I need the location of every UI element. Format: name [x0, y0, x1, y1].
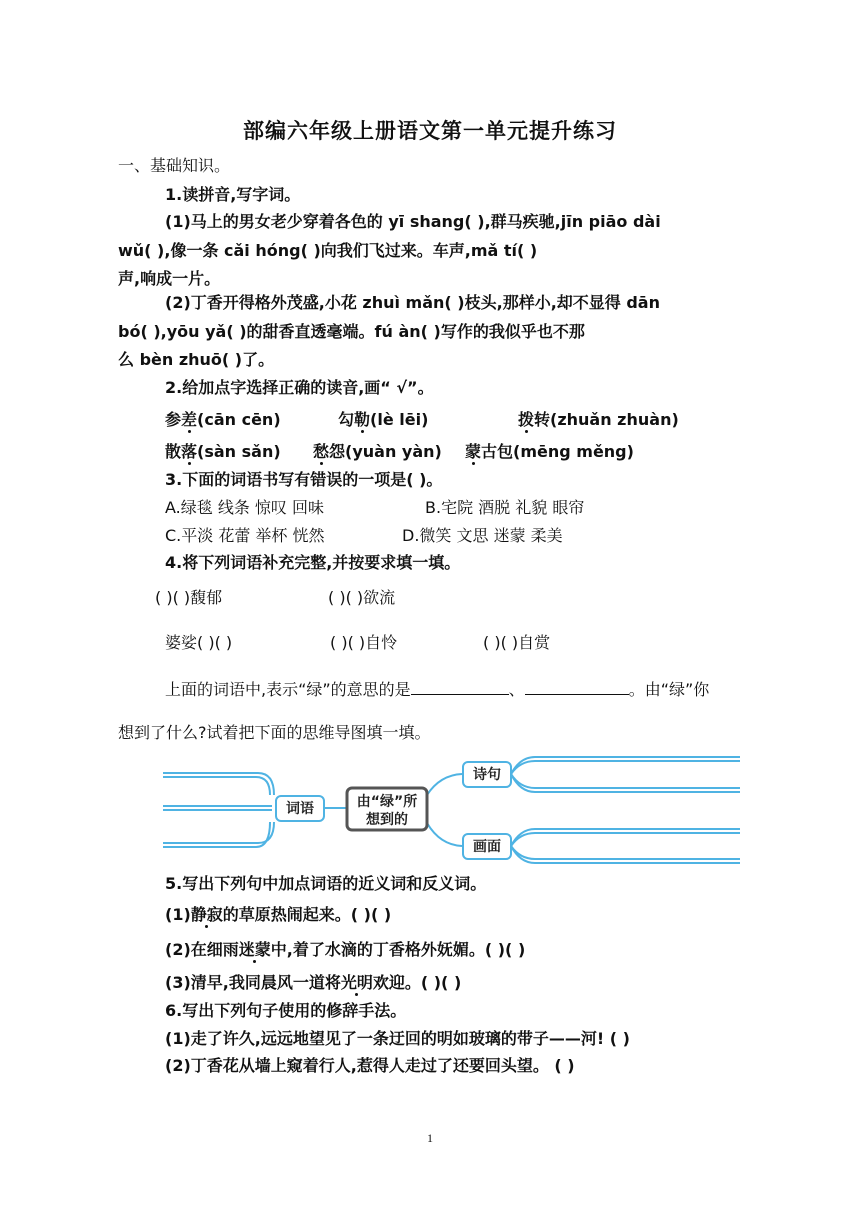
dotted-char: 蒙: [465, 442, 482, 461]
page-title: 部编六年级上册语文第一单元提升练习: [243, 119, 617, 143]
pinyin-item: 散落(sàn sǎn): [165, 442, 281, 461]
fill-idiom: ( )( )自怜: [330, 633, 398, 652]
q1-para2-line3: 么 bèn zhuō( )了。: [118, 350, 275, 369]
pinyin-item: 拨转(zhuǎn zhuàn): [518, 410, 679, 429]
fill-idiom: 婆娑( )( ): [165, 633, 233, 652]
question-6-heading: 6.写出下列句子使用的修辞手法。: [165, 1001, 407, 1020]
question-3-heading: 3.下面的词语书写有错误的一项是( )。: [165, 470, 443, 489]
question-4-heading: 4.将下列词语补充完整,并按要求填一填。: [165, 553, 461, 572]
q1-para1-line3: 声,响成一片。: [118, 269, 221, 288]
q6-sentence-2: (2)丁香花从墙上窥着行人,惹得人走过了还要回头望。 ( ): [165, 1056, 575, 1075]
left-label-box: [276, 796, 324, 821]
fill-idiom: ( )( )自赏: [483, 633, 551, 652]
pinyin-item: 勾勒(lè lēi): [338, 410, 429, 429]
question-1-heading: 1.读拼音,写字词。: [165, 185, 301, 204]
dotted-word: 迷蒙: [238, 940, 271, 959]
mind-map-lines: [163, 757, 740, 863]
section-heading: 一、基础知识。: [118, 156, 231, 175]
dotted-word: 静寂: [190, 905, 223, 924]
q5-sentence-1: (1)静寂的草原热闹起来。( )( ): [165, 905, 392, 924]
q5-sentence-2: (2)在细雨迷蒙中,着了水滴的丁香格外妩媚。( )( ): [165, 940, 526, 959]
top-label-box: [463, 762, 511, 787]
center-box: [347, 788, 427, 830]
q5-sentence-3: (3)清早,我同晨风一道将光明欢迎。( )( ): [165, 973, 462, 992]
pinyin-item: 蒙古包(mēng měng): [465, 442, 634, 461]
mind-map-bottom-label: 画面: [473, 839, 501, 855]
mind-map-center-line2: 想到的: [366, 812, 408, 828]
mind-map-center-line1: 由“绿”所: [356, 794, 418, 810]
option-c: C.平淡 花蕾 举杯 恍然: [165, 526, 325, 545]
option-d: D.微笑 文思 迷蒙 柔美: [402, 526, 563, 545]
q1-para2-line2: bó( ),yōu yǎ( )的甜香直透毫端。fú àn( )写作的我似乎也不那: [118, 322, 585, 341]
dotted-char: 拨: [518, 410, 535, 429]
dotted-word: 光明: [340, 973, 373, 992]
q6-sentence-1: (1)走了许久,远远地望见了一条迂回的明如玻璃的带子——河! ( ): [165, 1029, 630, 1048]
pinyin-item: 参差(cān cēn): [165, 410, 281, 429]
q1-para2-line1: (2)丁香开得格外茂盛,小花 zhuì mǎn( )枝头,那样小,却不显得 dān: [165, 293, 660, 312]
fill-idiom: ( )( )欲流: [328, 588, 396, 607]
dotted-char: 勒: [354, 410, 371, 429]
q1-para1-line2: wǔ( ),像一条 cǎi hóng( )向我们飞过来。车声,mǎ tí( ): [118, 241, 538, 260]
mind-map-top-label: 诗句: [473, 767, 501, 783]
pinyin-item: 愁怨(yuàn yàn): [313, 442, 442, 461]
dotted-char: 落: [181, 442, 198, 461]
mind-map-left-label: 词语: [286, 801, 314, 817]
dotted-char: 愁: [313, 442, 330, 461]
option-b: B.宅院 酒脱 礼貌 眼帘: [425, 498, 585, 517]
bottom-label-box: [463, 834, 511, 859]
dotted-char: 差: [181, 410, 198, 429]
option-a: A.绿毯 线条 惊叹 回味: [165, 498, 325, 517]
q1-para1-line1: (1)马上的男女老少穿着各色的 yī shang( ),群马疾驰,jīn piāo dài: [165, 212, 661, 231]
fill-idiom: ( )( )馥郁: [155, 588, 223, 607]
q4-paragraph-line2: 想到了什么?试着把下面的思维导图填一填。: [118, 723, 431, 742]
question-5-heading: 5.写出下列句中加点词语的近义词和反义词。: [165, 874, 487, 893]
question-2-heading: 2.给加点字选择正确的读音,画“ √”。: [165, 378, 434, 397]
q4-paragraph-line1: 上面的词语中,表示“绿”的意思的是 、 。由“绿”你: [165, 680, 710, 699]
page-number: 1: [427, 1131, 433, 1145]
